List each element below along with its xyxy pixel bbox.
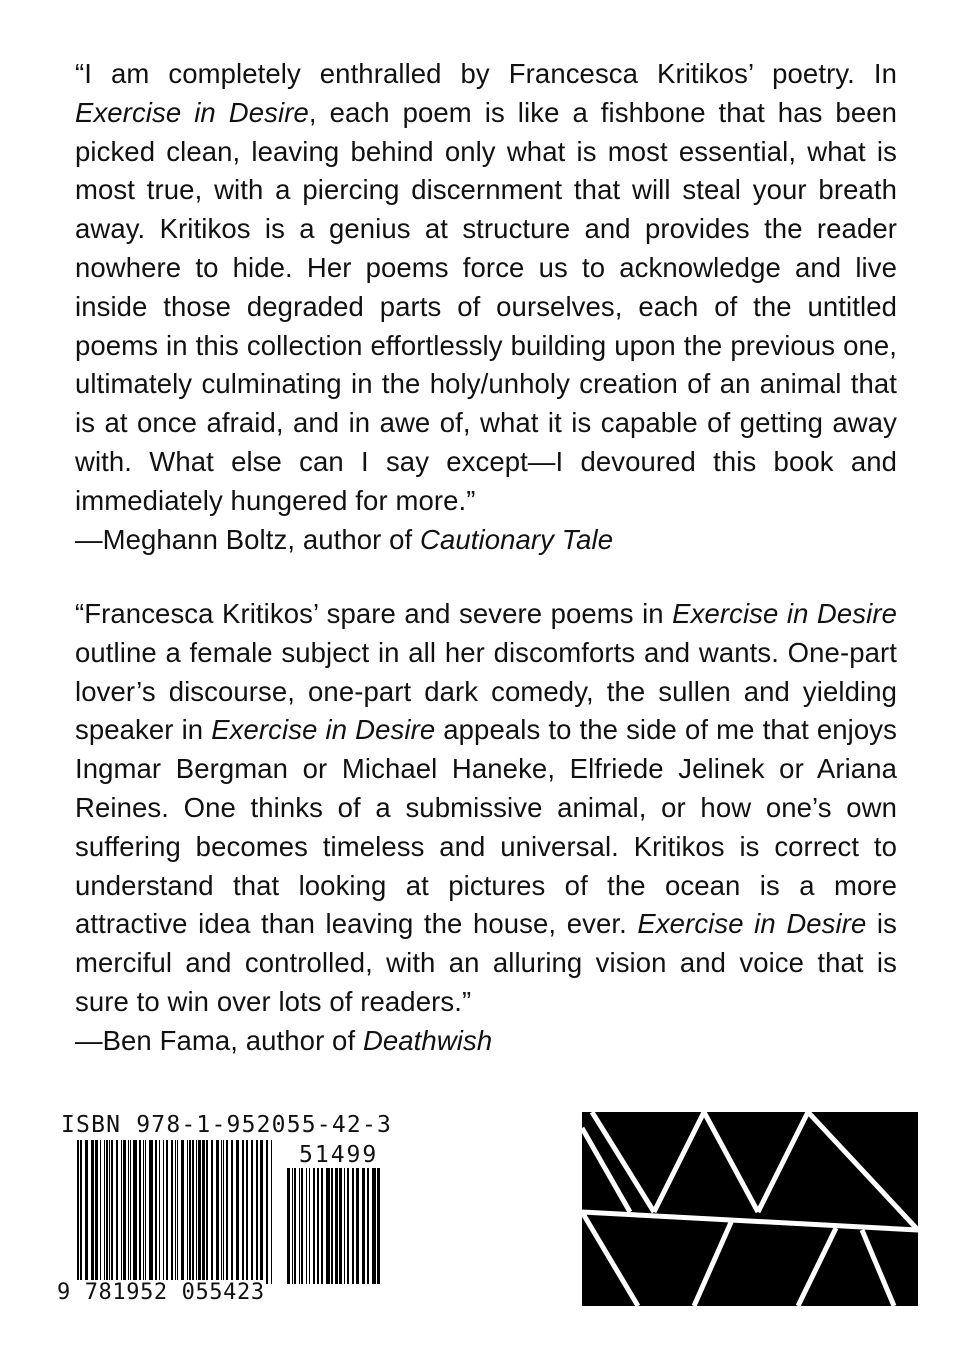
barcode-bar bbox=[344, 1168, 345, 1284]
barcode-bar bbox=[192, 1140, 194, 1284]
blurb1-open: “I am completely enthralled by Francesca Kritikos’ poetry. In bbox=[75, 58, 897, 89]
blurb2-attribution-text: —Ben Fama, author of bbox=[75, 1024, 363, 1056]
barcode-bar bbox=[100, 1140, 101, 1284]
barcode-bar bbox=[130, 1140, 131, 1284]
barcode-bar bbox=[231, 1140, 233, 1284]
barcode-bar bbox=[356, 1168, 359, 1284]
barcode-bar bbox=[181, 1140, 184, 1284]
logo-line bbox=[654, 1112, 704, 1212]
barcode-bar bbox=[116, 1140, 118, 1284]
barcode-bar bbox=[189, 1140, 191, 1284]
barcode-bar bbox=[211, 1140, 213, 1284]
barcode-bar bbox=[347, 1168, 349, 1284]
barcode-bar bbox=[216, 1140, 219, 1284]
blurb2-part2: outline a female subject in all her discomforts and wants. One-part lover’s discourse, one-part dark comedy, the sullen and yielding speaker in bbox=[75, 636, 897, 746]
barcode-bar bbox=[242, 1140, 244, 1284]
barcode-bar bbox=[335, 1168, 338, 1284]
blurb-ben-fama bbox=[75, 595, 897, 1061]
barcode-bar bbox=[163, 1140, 164, 1284]
barcode-bar bbox=[80, 1140, 82, 1284]
barcode-bar bbox=[299, 1168, 300, 1284]
publisher-logo bbox=[582, 1112, 918, 1306]
logo-line bbox=[862, 1230, 894, 1306]
barcode-bar bbox=[95, 1140, 98, 1284]
barcode-bar bbox=[177, 1140, 178, 1284]
barcode-bar bbox=[317, 1168, 319, 1284]
barcode-bar bbox=[221, 1140, 222, 1284]
barcode-bar bbox=[143, 1140, 144, 1284]
barcode-bar bbox=[287, 1168, 290, 1284]
blurb1-title: Exercise in Desire bbox=[75, 96, 309, 128]
barcode-bar bbox=[91, 1140, 94, 1284]
barcode-bar bbox=[109, 1140, 110, 1284]
barcode-bar bbox=[226, 1140, 228, 1284]
isbn-number: ISBN 978-1-952055-42-3 bbox=[61, 1112, 393, 1138]
barcode-digits: 9 781952 055423 bbox=[57, 1280, 265, 1305]
blurb-meghann-boltz bbox=[75, 55, 897, 559]
barcode-bar bbox=[266, 1140, 268, 1284]
blurb2-title-3: Exercise in Desire bbox=[637, 908, 867, 940]
barcode-bar bbox=[128, 1140, 129, 1284]
blurb2-attribution bbox=[75, 1022, 897, 1061]
blurb2-part3: appeals to the side of me that enjoys Ingmar Bergman or Michael Haneke, Elfriede Jelinek or Ariana Reines. One thinks of a submissive animal, or how one’s own suffering becomes timeless and universal. Kritikos is correct to understand that looking at pictures of the ocean is a more attractive idea than leaving the house, ever. bbox=[75, 714, 897, 940]
barcode-bar bbox=[166, 1140, 168, 1284]
barcode-bar bbox=[236, 1140, 239, 1284]
barcode-bar bbox=[187, 1140, 188, 1284]
barcode-bar bbox=[139, 1140, 141, 1284]
barcode-bar bbox=[85, 1140, 88, 1284]
logo-line bbox=[704, 1112, 758, 1212]
barcode-bar bbox=[175, 1140, 176, 1284]
barcode-bar bbox=[106, 1140, 108, 1284]
barcode-bar bbox=[260, 1140, 263, 1284]
barcode-bar bbox=[133, 1140, 137, 1284]
blurb2-open: “Francesca Kritikos’ spare and severe poems in bbox=[75, 598, 673, 629]
barcode-bar bbox=[326, 1168, 330, 1284]
price-code: 51499 bbox=[299, 1142, 379, 1168]
barcode-bar bbox=[377, 1168, 380, 1284]
barcode-bar bbox=[313, 1168, 315, 1284]
barcode-bar bbox=[202, 1140, 205, 1284]
blurb2-part4: is merciful and controlled, with an alluring vision and voice that is sure to win over lots of readers.” bbox=[75, 908, 897, 1017]
barcode-bar bbox=[246, 1140, 248, 1284]
barcode-bar bbox=[111, 1140, 113, 1284]
blurb1-attribution-title: Cautionary Tale bbox=[420, 523, 614, 555]
logo-line bbox=[582, 1128, 630, 1212]
barcode-bar bbox=[149, 1140, 153, 1284]
barcode-bar bbox=[223, 1140, 224, 1284]
logo-line bbox=[798, 1228, 836, 1306]
barcode-bar bbox=[171, 1140, 173, 1284]
barcode-bar bbox=[362, 1168, 365, 1284]
barcode-bar bbox=[331, 1168, 333, 1284]
barcode-bar bbox=[123, 1140, 126, 1284]
barcode-bar bbox=[309, 1168, 310, 1284]
blurb2-attribution-title: Deathwish bbox=[362, 1024, 493, 1056]
logo-line bbox=[694, 1220, 732, 1306]
barcode-bar bbox=[155, 1140, 157, 1284]
barcode-bar bbox=[251, 1140, 253, 1284]
barcode-bar bbox=[104, 1140, 105, 1284]
barcode-bar bbox=[198, 1140, 201, 1284]
barcode-bar bbox=[367, 1168, 369, 1284]
blurb2-title-1: Exercise in Desire bbox=[672, 598, 897, 629]
barcode-bar bbox=[352, 1168, 354, 1284]
blurb1-body: , each poem is like a fishbone that has been picked clean, leaving behind only what is most essential, what is most true, with a piercing discernment that will steal your breath away. Kritikos is a genius at structure and provides the reader nowhere to hide. Her poems force us to acknowledge and live inside those degraded parts of ourselves, each of the untitled poems in this collection effortlessly building upon the previous one, ultimately culminating in the holy/unholy creation of an animal that is at once afraid, and in awe of, what it is capable of getting away with. What else can I say except—I devoured this book and immediately hungered for more.” bbox=[75, 96, 897, 516]
blurb1-attribution-text: —Meghann Boltz, author of bbox=[75, 523, 421, 555]
barcode-bar bbox=[256, 1140, 258, 1284]
barcode-bar bbox=[372, 1168, 376, 1284]
logo-line bbox=[582, 1212, 638, 1306]
barcode-bar bbox=[145, 1140, 146, 1284]
barcode-bar bbox=[321, 1168, 323, 1284]
blurb2-title-2: Exercise in Desire bbox=[211, 714, 436, 746]
barcode-bar bbox=[292, 1168, 293, 1284]
logo-line bbox=[582, 1212, 918, 1230]
barcode-bar bbox=[339, 1168, 342, 1284]
logo-line bbox=[758, 1112, 808, 1212]
logo-line bbox=[808, 1112, 918, 1230]
barcode-bar bbox=[294, 1168, 296, 1284]
barcode-bar bbox=[121, 1140, 122, 1284]
barcode-bar bbox=[159, 1140, 160, 1284]
barcode-bar bbox=[306, 1168, 307, 1284]
publisher-logo-mark bbox=[582, 1112, 918, 1306]
barcode-bar bbox=[301, 1168, 303, 1284]
barcode-bar bbox=[196, 1140, 197, 1284]
isbn-barcode bbox=[55, 1112, 391, 1308]
barcode-bar bbox=[206, 1140, 208, 1284]
barcode-bar bbox=[271, 1140, 272, 1284]
blurb1-attribution bbox=[75, 521, 897, 560]
barcode-bar bbox=[77, 1140, 79, 1284]
